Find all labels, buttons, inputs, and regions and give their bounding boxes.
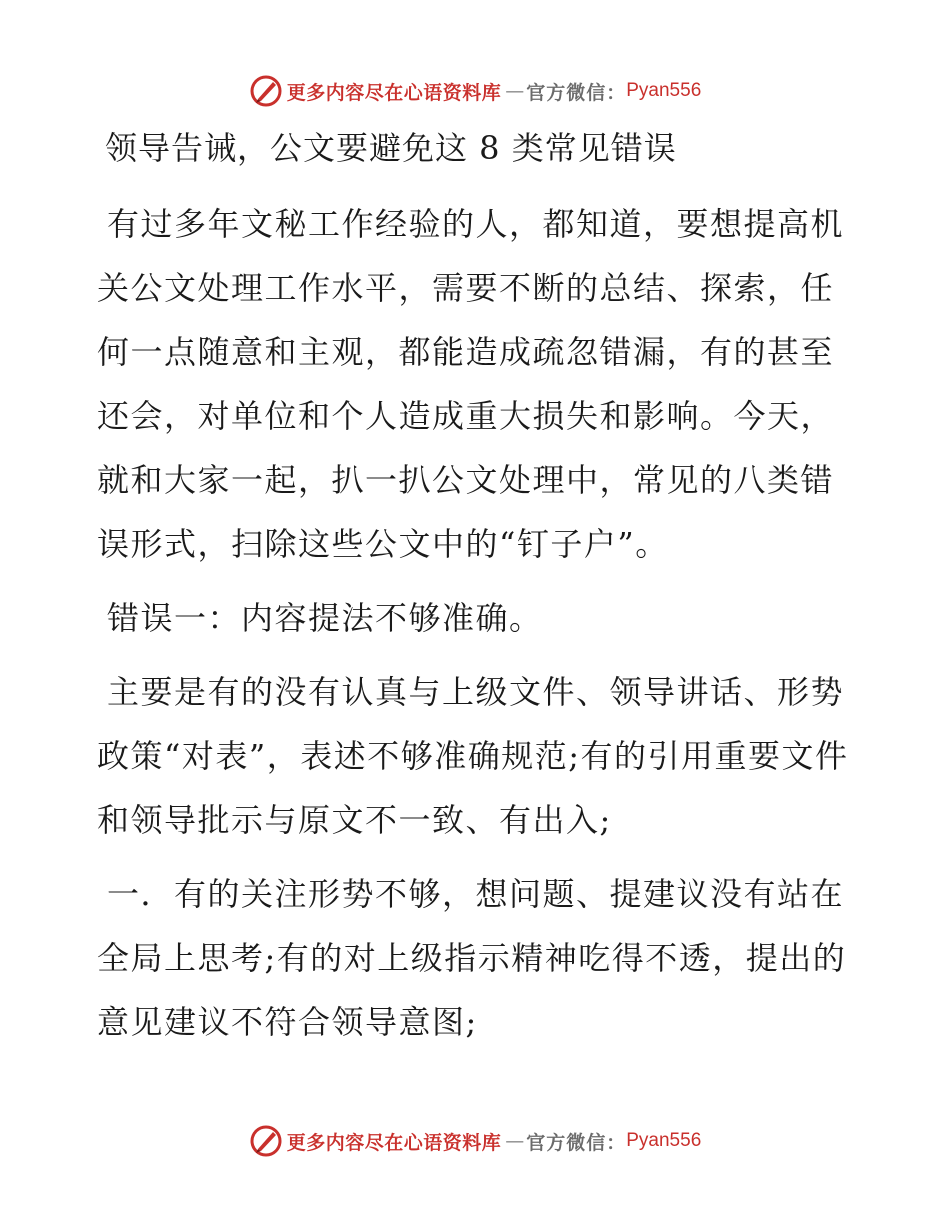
watermark-wechat-id: Pyan556 — [626, 80, 702, 101]
paragraph-error-one-heading: 错误一：内容提法不够准确。 — [107, 599, 543, 637]
paragraph-error-one-detail: 主要是有的没有认真与上级文件、领导讲话、形势政策“对表”，表述不够准确规范;有的引用重要文件和领导批示与原文不一致、有出入; — [97, 673, 849, 839]
watermark-wechat-label: 官方微信： — [526, 81, 627, 104]
quill-pen-seal-icon — [249, 1124, 283, 1158]
document-body — [97, 118, 857, 1054]
watermark-wechat-label: 官方微信： — [526, 1131, 627, 1154]
watermark-separator: — — [505, 1130, 523, 1152]
watermark-banner-top — [0, 69, 950, 113]
watermark-wechat-id: Pyan556 — [626, 1130, 702, 1151]
paragraph-intro: 有过多年文秘工作经验的人，都知道，要想提高机关公文处理工作水平，需要不断的总结、探索，任何一点随意和主观，都能造成疏忽错漏，有的甚至还会，对单位和个人造成重大损失和影响。今天，就和大家一起，扒一扒公文处理中，常见的八类错误形式，扫除这些公文中的“钉子户”。 — [97, 205, 845, 563]
watermark-site-text: 更多内容尽在心语资料库 — [286, 1131, 502, 1154]
paragraph-error-one-point: 一．有的关注形势不够，想问题、提建议没有站在全局上思考;有的对上级指示精神吃得不透，提出的意见建议不符合领导意图; — [97, 875, 847, 1041]
quill-pen-seal-icon — [249, 74, 283, 108]
document-title: 领导告诫，公文要避免这 8 类常见错误 — [105, 129, 677, 167]
watermark-site-text: 更多内容尽在心语资料库 — [286, 81, 502, 104]
watermark-banner-bottom — [0, 1119, 950, 1163]
watermark-separator: — — [505, 80, 523, 102]
